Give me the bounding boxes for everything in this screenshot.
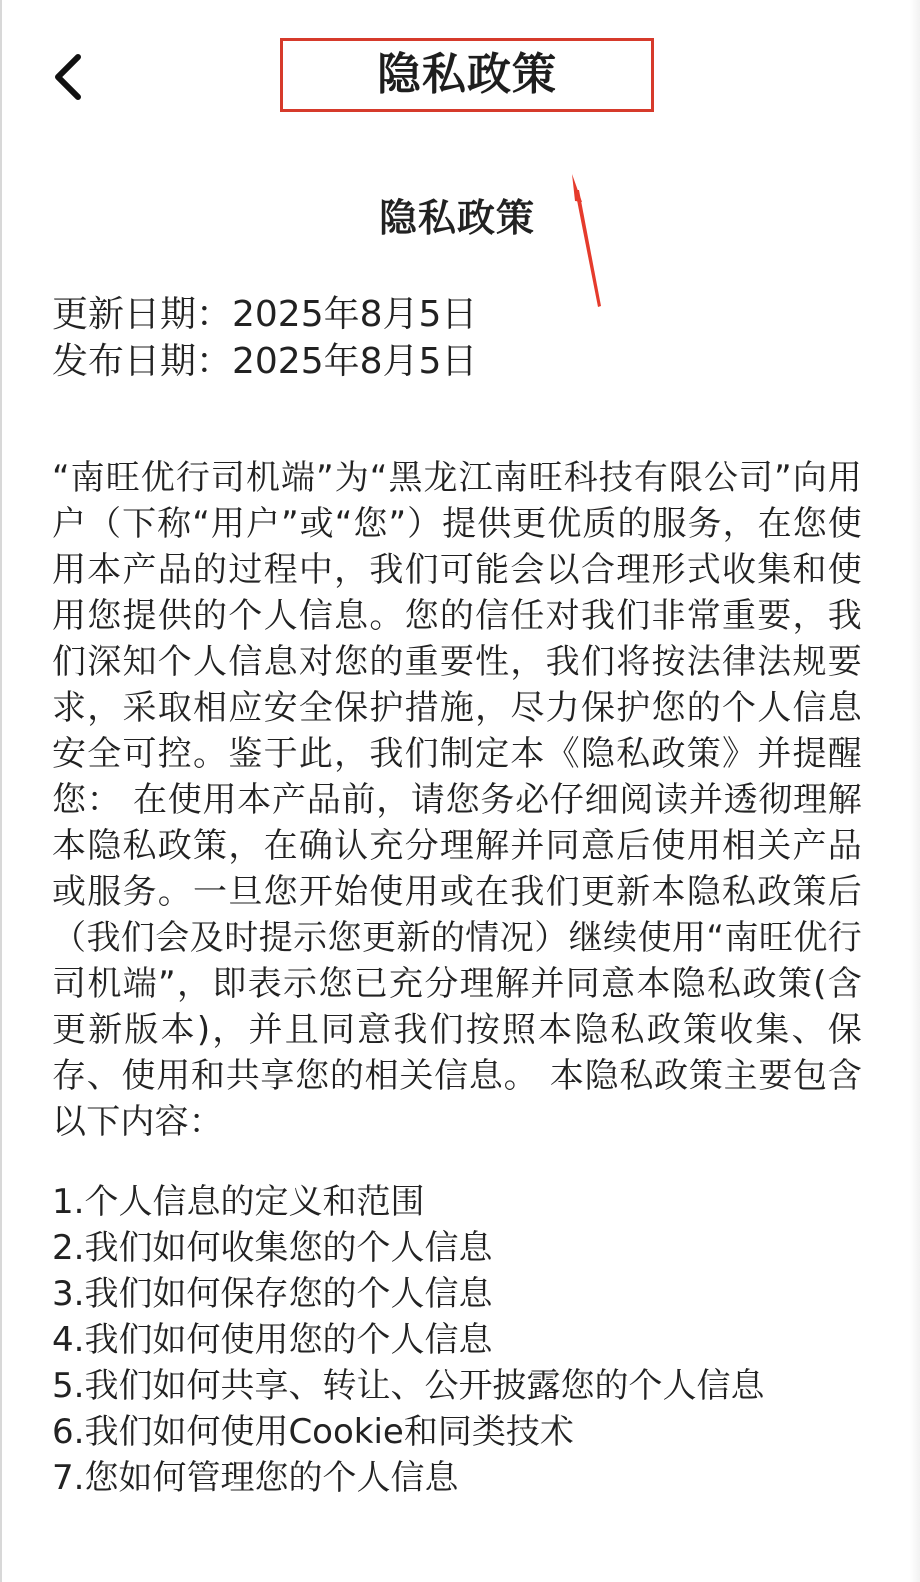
toc-item: 3.我们如何保存您的个人信息 [52,1274,493,1314]
policy-table-of-contents [52,1179,862,1501]
right-screen-edge [910,0,920,1582]
policy-introduction: “南旺优行司机端”为“黑龙江南旺科技有限公司”向用户（下称“用户”或“您”）提供更优质的服务，在您使用本产品的过程中，我们可能会以合理形式收集和使用您提供的个人信息。您的信任对我们非常重要，我们深知个人信息对您的重要性，我们将按法律法规要求，采取相应安全保护措施，尽力保护您的个人信息安全可控。鉴于此，我们制定本《隐私政策》并提醒您： 在使用本产品前，请您务必仔细阅读并透彻理解本隐私政策，在确认充分理解并同意后使用相关产品或服务。一旦您开始使用或在我们更新本隐私政策后（我们会及时提示您更新的情况）继续使用“南旺优行司机端”，即表示您已充分理解并同意本隐私政策(含更新版本)，并且同意我们按照本隐私政策收集、保存、使用和共享您的相关信息。 本隐私政策主要包含以下内容： [52,458,862,1142]
toc-item: 1.个人信息的定义和范围 [52,1182,425,1222]
chevron-left-icon [50,51,86,103]
top-navigation-bar [0,0,920,145]
toc-item: 4.我们如何使用您的个人信息 [52,1320,493,1360]
updated-date: 更新日期：2025年8月5日 [52,294,478,335]
privacy-policy-content [52,185,862,1501]
policy-dates [52,291,862,385]
page-title: 隐私政策 [377,49,557,100]
back-button[interactable] [40,45,96,109]
toc-item: 2.我们如何收集您的个人信息 [52,1228,493,1268]
toc-item: 5.我们如何共享、转让、公开披露您的个人信息 [52,1366,765,1406]
published-date: 发布日期：2025年8月5日 [52,341,478,382]
left-screen-edge [0,0,2,1582]
toc-item: 6.我们如何使用Cookie和同类技术 [52,1412,574,1452]
toc-item: 7.您如何管理您的个人信息 [52,1458,459,1498]
document-title: 隐私政策 [378,196,535,240]
